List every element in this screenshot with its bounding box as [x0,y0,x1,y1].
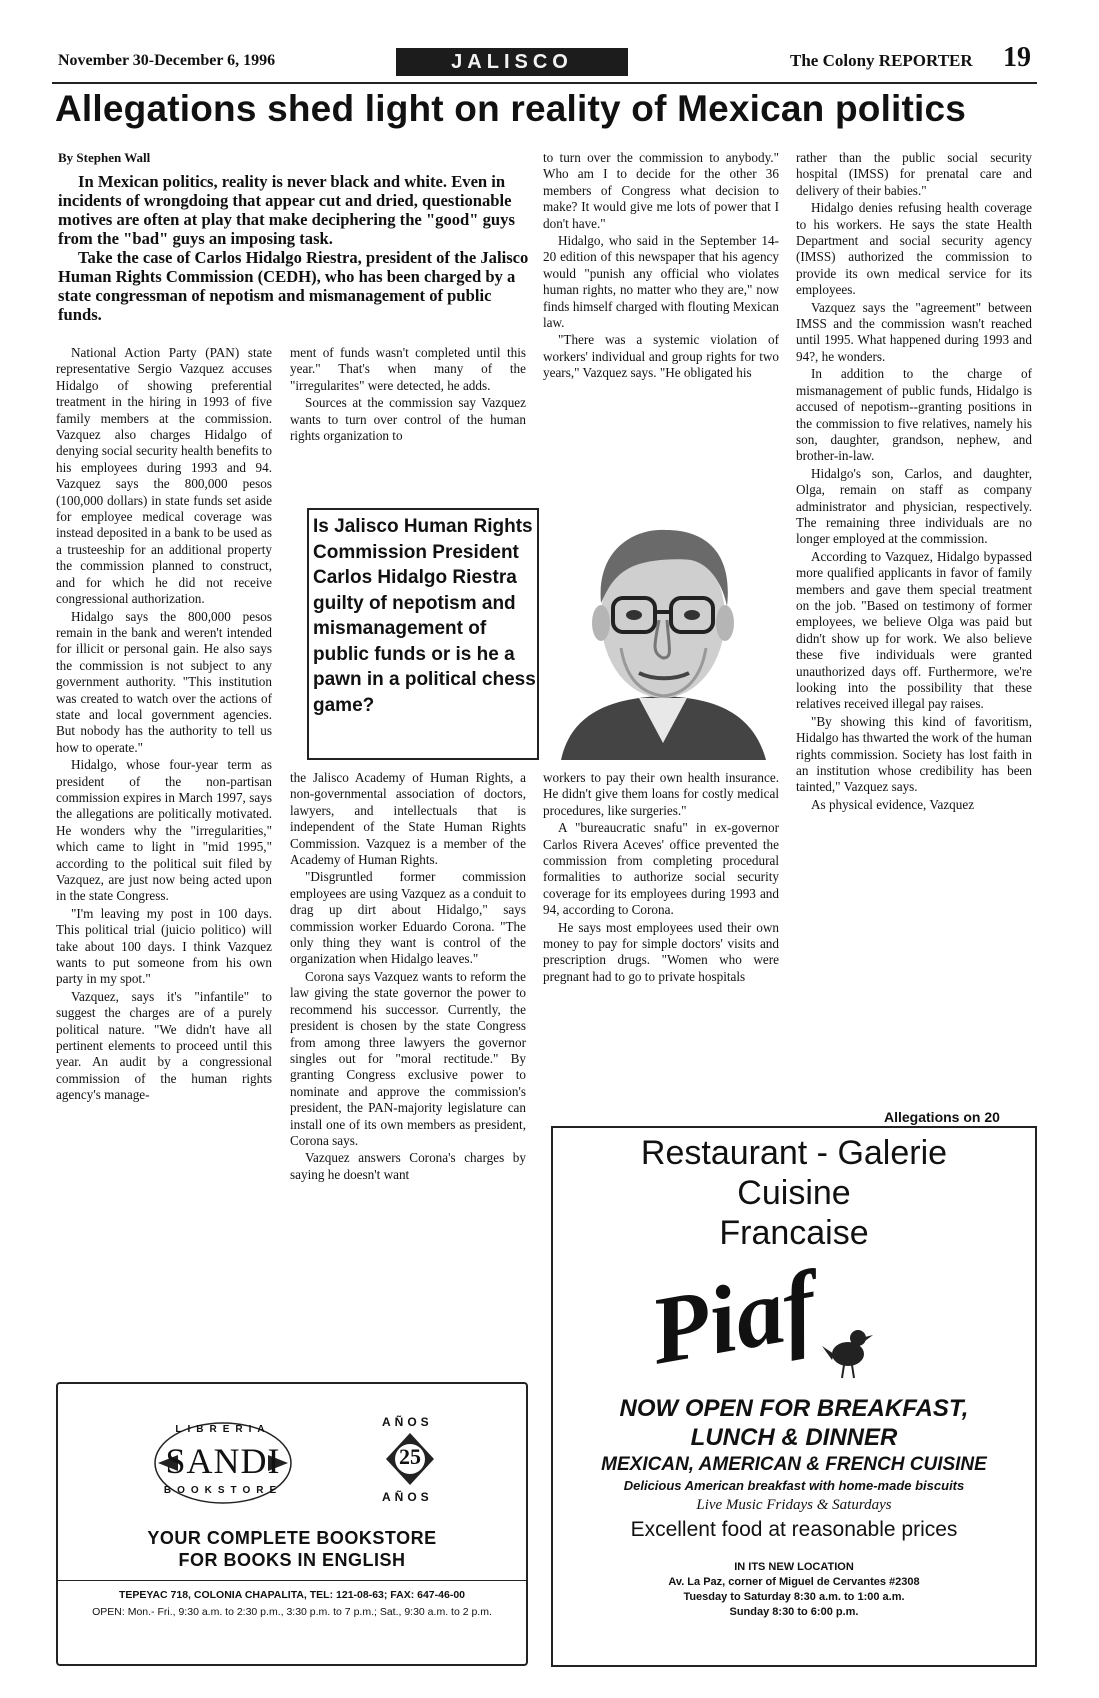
title-line: Cuisine [737,1174,851,1212]
column-2-bottom [290,770,526,1184]
paragraph: National Action Party (PAN) state representative Sergio Vazquez accuses Hidalgo of showing preferential treatment in the hiring in 1993 of five family members at the commission. Vazquez also charges Hidalgo of denying social security health benefits to his employees during 1993 and 94. Vazquez says the 800,000 pesos (100,000 dollars) in state funds set aside for employee medical coverage was instead deposited in a bank to be used as a trusteeship for an additional property the commission planned to construct, and for which he did not receive congressional authorization. [56,345,272,607]
paragraph: In addition to the charge of mismanagement of public funds, Hidalgo is accused of nepotism--granting positions in the commission to five relatives, namely his son, daughter, grandson, nephew, and brother-in-law. [796,366,1032,464]
restaurant-title [551,1133,1037,1253]
issue-date: November 30-December 6, 1996 [58,52,276,69]
paragraph: Hidalgo denies refusing health coverage to his workers. He says the state Health Department and social security agency (IMSS) authorized the commission to provide its own medical service for its employees. [796,200,1032,298]
paragraph: to turn over the commission to anybody." Who am I to decide for the other 36 members of Congress what decision to make? It would give me lots of power that I don't have." [543,150,779,231]
bookstore-label: BOOKSTORE [163,1485,283,1496]
paragraph: "Disgruntled former commission employees are using Vazquez as a conduit to drag up dirt about Hidalgo," says commission worker Eduardo Corona. "The only thing they want is control of the organization when Hidalgo leaves." [290,869,526,967]
continued-note: Allegations on 20 [884,1109,1000,1125]
prices-line: Excellent food at reasonable prices [630,1518,958,1541]
column-3-bottom [543,770,779,986]
paragraph: Hidalgo says the 800,000 pesos remain in the bank and weren't intended for illicit or personal gain. He also says the commission is not subject to any government authority. "This institution was created to watch over the actions of state and local government agencies. But nobody has the authority to tell us how to operate." [56,608,272,755]
column-4 [796,150,1032,814]
headline: Allegations shed light on reality of Mexican politics [55,88,967,129]
restaurant-hours-2: Sunday 8:30 to 6:00 p.m. [729,1606,859,1618]
section-banner: JALISCO [396,48,628,76]
portrait-illustration [541,508,786,760]
header-rule [52,82,1037,84]
paragraph: As physical evidence, Vazquez [811,796,975,812]
paragraph: workers to pay their own health insurance. He didn't give them loans for costly medical procedures, like surgeries." [543,770,779,818]
paragraph: Hidalgo, whose four-year term as president of the non-partisan commission expires in March 1997, says the allegations are politically motivated. He wonders why the "irregularities," which came to light in "mid 1995," according to the political suit filed by Vazquez, are just now being acted upon in the state Congress. [56,757,272,904]
paragraph: rather than the public social security hospital (IMSS) for prenatal care and delivery of their babies." [796,150,1032,198]
bookstore-tagline-2: FOR BOOKS IN ENGLISH [178,1550,406,1570]
title-line: Francaise [719,1214,869,1252]
paper-name: The Colony REPORTER [790,51,973,70]
paragraph: Corona says Vazquez wants to reform the law giving the state governor the power to recommend his successor. Currently, the president is chosen by the state Congress from among three lawyers the governor singles out for "moral rectitude." By granting Congress exclusive power to nominate and approve the commission's president, the PAN-majority legislature can install one of its own members as president, Corona says. [290,968,526,1148]
paragraph: According to Vazquez, Hidalgo bypassed more qualified applicants in favor of family members and gave them special treatment on the job. "Based on testimony of former employees, we believe Olga was paid but didn't show up for work. We also believe these five individuals were granted unauthorized days off. Furthermore, we're looking into the possibility that these relatives received illegal pay raises. [796,548,1032,712]
anos-bottom: AÑOS [382,1490,433,1504]
bird-icon [820,1320,874,1384]
cuisine-line: MEXICAN, AMERICAN & FRENCH CUISINE [601,1454,987,1475]
portrait-photo [541,508,786,760]
bookstore-hours: OPEN: Mon.- Fri., 9:30 a.m. to 2:30 p.m., 3:30 p.m. to 7 p.m.; Sat., 9:30 a.m. to 2 p.m. [92,1606,492,1618]
paragraph: Vazquez says the "agreement" between IMSS and the commission wasn't reached until 1995. What happened during 1993 and 94?, he wonders. [796,299,1032,364]
pullquote: Is Jalisco Human Rights Commission President Carlos Hidalgo Riestra guilty of nepotism and mismanagement of public funds or is he a pawn in a political chess game? [313,516,536,716]
bookstore-address: TEPEYAC 718, COLONIA CHAPALITA, TEL: 121-08-63; FAX: 647-46-00 [118,1589,465,1601]
bookstore-divider [58,1580,526,1581]
anniversary-number: 25 [399,1444,421,1469]
column-2-top [290,345,526,445]
breakfast-line: Delicious American breakfast with home-made biscuits [623,1478,965,1493]
paragraph: "I'm leaving my post in 100 days. This political trial (juicio politico) will take about 100 days. I think Vazquez wants to put someone from his own party in my spot." [56,905,272,987]
bookstore-name: SANDI [165,1441,281,1481]
lead-paragraph: In Mexican politics, reality is never black and white. Even in incidents of wrongdoing that appear cut and dried, questionable motives are often at play that make deciphering the "good" guys from the "bad" guys an imposing task. [58,172,515,248]
paragraph: Hidalgo, who said in the September 14-20 edition of this newspaper that his agency would "punish any official who violates human rights, no matter who they are," now finds himself charged with flouting Mexican law. [543,233,779,331]
paragraph: Sources at the commission say Vazquez wants to turn over control of the human rights organization to [290,395,526,444]
column-1 [56,345,272,1105]
paragraph: Vazquez answers Corona's charges by saying he doesn't want [290,1150,526,1182]
bookstore-tagline-1: YOUR COMPLETE BOOKSTORE [147,1528,437,1548]
paragraph: Hidalgo's son, Carlos, and daughter, Olga, remain on staff as company administrator and physician, respectively. The remaining three individuals are no longer employed at the commission. [796,465,1032,547]
paragraph: Vazquez, says it's "infantile" to suggest the charges are of a purely political nature. "We didn't have all pertinent elements to proceed until this year. An audit by a congressional commission of the human rights agency's manage- [56,988,272,1103]
title-line: Restaurant - Galerie [640,1134,948,1172]
location-title: IN ITS NEW LOCATION [734,1561,854,1573]
paragraph: "There was a systemic violation of workers' individual and group rights for two years," Vazquez says. "He obligated his [543,332,779,381]
paragraph: A "bureaucratic snafu" in ex-governor Carlos Rivera Aceves' office prevented the commission from completing procedural formalities to authorize social security coverage for its employees during 1993 and 94, according to Corona. [543,820,779,918]
restaurant-address: Av. La Paz, corner of Miguel de Cervantes #2308 [668,1576,920,1588]
paragraph: ment of funds wasn't completed until this year." That's when many of the "irregularites" were detected, he adds. [290,345,526,393]
lead-paragraphs [58,172,536,324]
piaf-logo: Piaf [641,1250,824,1385]
anos-top: AÑOS [382,1415,433,1429]
column-3-top [543,150,779,383]
meals-line: LUNCH & DINNER [690,1424,898,1451]
page-number: 19 [1003,42,1031,73]
music-line: Live Music Fridays & Saturdays [696,1497,892,1513]
byline: By Stephen Wall [58,150,151,165]
lead-paragraph: Take the case of Carlos Hidalgo Riestra, president of the Jalisco Human Rights Commission (CEDH), who has been charged by a state congressman of nepotism and mismanagement of public funds. [58,248,529,324]
paragraph: "By showing this kind of favoritism, Hidalgo has thwarted the work of the human rights commission. Society has lost faith in an institution whose credibility has been tainted," Vazquez says. [796,713,1032,795]
libreria-label: LIBRERIA [175,1424,271,1435]
open-line: NOW OPEN FOR BREAKFAST, [619,1395,969,1422]
restaurant-hours-1: Tuesday to Saturday 8:30 a.m. to 1:00 a.m. [683,1591,905,1603]
paragraph: He says most employees used their own money to pay for simple doctors' visits and prescription drugs. "Women who were pregnant had to go to private hospitals [543,919,779,984]
paragraph: the Jalisco Academy of Human Rights, a non-governmental association of doctors, lawyers, and intellectuals that is independent of the State Human Rights Commission. Vazquez is a member of the Academy of Human Rights. [290,770,526,868]
